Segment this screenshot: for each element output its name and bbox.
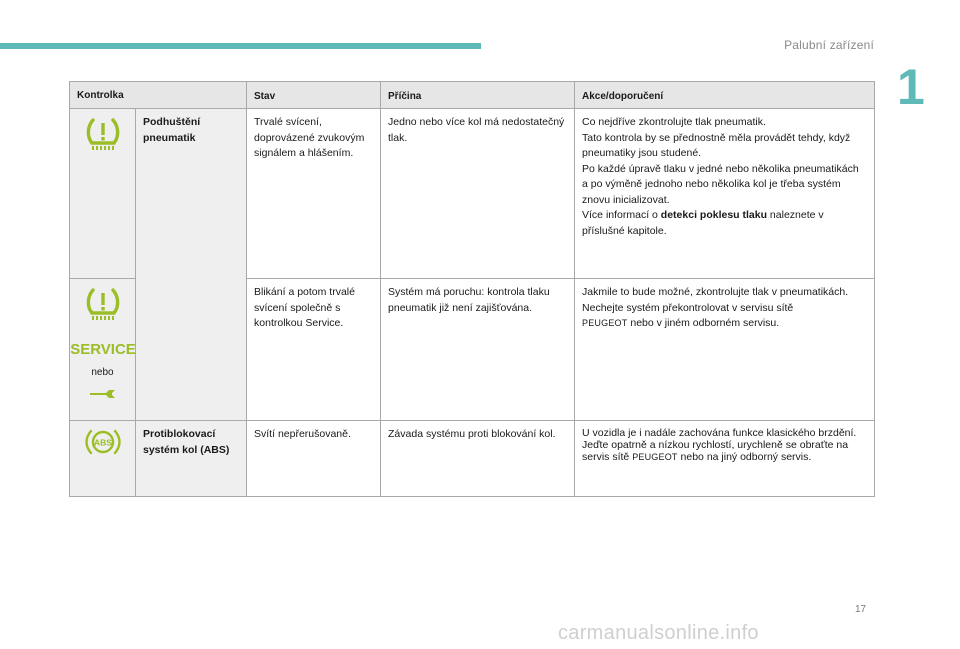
abs-warning-icon (85, 427, 121, 457)
akce-link-text: detekci poklesu tlaku (660, 209, 768, 221)
pricina-text: Závada systému proti blokování kol. (388, 428, 556, 440)
table-row (70, 421, 875, 497)
service-warning-icon (69, 339, 136, 359)
tire-pressure-label: Podhuštění pneumatik (143, 116, 201, 144)
stav-cell (247, 279, 381, 421)
section-title: Palubní zařízení (784, 38, 874, 52)
akce-text: Více informací o (582, 209, 661, 221)
akce-line (582, 439, 867, 463)
icon-cell (70, 109, 136, 279)
brand-text: PEUGEOT (632, 452, 678, 462)
chapter-number: 1 (897, 59, 925, 115)
table-row (70, 109, 875, 279)
akce-line (582, 316, 867, 332)
akce-cell (575, 109, 875, 279)
warning-lights-table (69, 81, 875, 497)
akce-text: nebo na jiný odborný servis. (677, 451, 812, 463)
wrench-icon (88, 387, 118, 401)
akce-cell (575, 279, 875, 421)
pricina-cell (381, 421, 575, 497)
tire-pressure-warning-icon (85, 285, 121, 323)
top-accent-bar (0, 43, 481, 49)
stav-text: Blikání a potom trvalé svícení společně s kontrolkou Service. (254, 286, 355, 329)
stav-text: Trvalé svícení, doprovázené zvukovým signálem a hlášením. (254, 116, 365, 159)
akce-text: Jeďte opatrně a nízkou rychlostí, urychleně se obraťte na servis sítě (582, 439, 849, 463)
akce-cell (575, 421, 875, 497)
abs-label: ABS (93, 437, 112, 448)
akce-line: Nechejte systém překontrolovat v servisu sítě (582, 301, 794, 314)
group-name-cell (136, 421, 247, 497)
pricina-text: Systém má poruchu: kontrola tlaku pneumatik již není zajišťována. (388, 286, 550, 314)
akce-text: nebo v jiném odborném servisu. (627, 317, 780, 329)
icon-cell (70, 279, 136, 421)
akce-line: U vozidla je i nadále zachována funkce klasického brzdění. (582, 427, 857, 439)
akce-line: Tato kontrola by se přednostně měla provádět tehdy, když pneumatiky jsou studené. (582, 131, 851, 159)
table-header-row (70, 82, 875, 109)
icon-cell (70, 421, 136, 497)
akce-text: naleznete v příslušné kapitole. (582, 209, 824, 237)
akce-line: Jakmile to bude možné, zkontrolujte tlak v pneumatikách. (582, 286, 849, 298)
header-pricina: Příčina (381, 82, 575, 109)
akce-line (582, 208, 867, 239)
pricina-text: Jedno nebo více kol má nedostatečný tlak. (388, 116, 565, 144)
nebo-label: nebo (91, 367, 114, 378)
brand-text: PEUGEOT (582, 318, 628, 328)
akce-line: Co nejdříve zkontrolujte tlak pneumatik. (582, 116, 766, 128)
pricina-cell (381, 109, 575, 279)
page-number: 17 (855, 604, 867, 615)
abs-system-label: Protiblokovací systém kol (ABS) (143, 428, 230, 456)
akce-line: Po každé úpravě tlaku v jedné nebo několika pneumatikách a po výměně jednoho nebo několika kol je třeba systém znovu inicializovat. (582, 162, 859, 206)
stav-cell (247, 109, 381, 279)
pricina-cell (381, 279, 575, 421)
header-stav: Stav (247, 82, 381, 109)
group-name-cell (136, 109, 247, 421)
tire-pressure-warning-icon (85, 115, 121, 153)
stav-text: Svítí nepřerušovaně. (254, 428, 351, 440)
stav-cell (247, 421, 381, 497)
service-label: SERVICE (69, 341, 136, 358)
watermark: carmanualsonline.info (558, 622, 759, 644)
header-kontrolka: Kontrolka (70, 82, 247, 109)
header-akce: Akce/doporučení (575, 82, 875, 109)
